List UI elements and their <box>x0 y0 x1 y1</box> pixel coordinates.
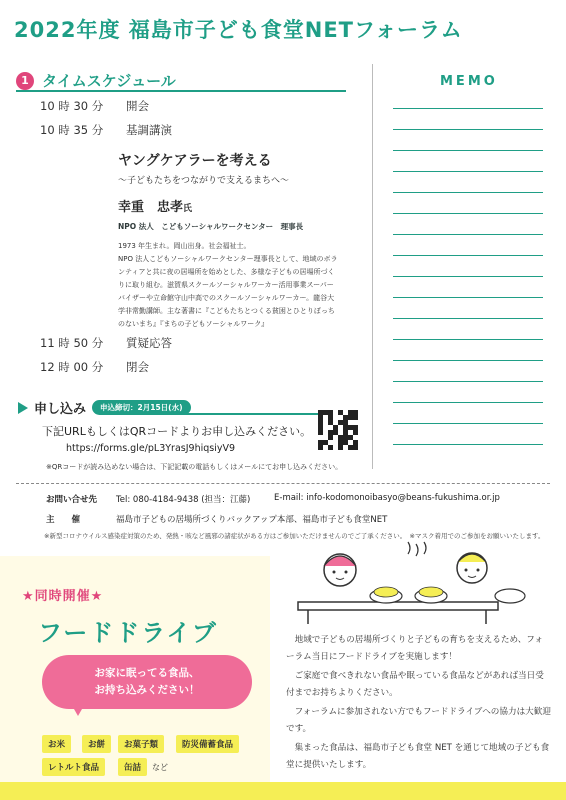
deadline-badge: 申込締切：2月15日(水) <box>92 400 191 415</box>
covid-note: ※新型コロナウイルス感染症対策のため、発熱・咳など風邪の諸症状がある方はご参加いただけませんのでご了承ください。 ※マスク着用でのご参加をお願いいたします。 <box>44 532 545 540</box>
memo-line <box>393 276 543 277</box>
schedule-label: 閉会 <box>126 360 149 374</box>
apply-instructions: 下記URLもしくはQRコードよりお申し込みください。 <box>42 425 312 438</box>
contact-email: E-mail: info-kodomonoibasyo@beans-fukushima.or.jp <box>274 493 500 503</box>
lecture-subtitle: ～子どもたちをつながりで支えるまちへ～ <box>118 176 290 186</box>
organizer-value: 福島市子どもの居場所づくりバックアップ本部、福島市子ども食堂NET <box>116 515 388 525</box>
speaker-name <box>118 196 358 215</box>
food-item-tag: レトルト食品 <box>42 758 105 776</box>
page-title: 2022年度 福島市子ども食堂NETフォーラム <box>14 18 463 42</box>
schedule-heading <box>16 70 176 91</box>
memo-line <box>393 255 543 256</box>
contact-tel: Tel: 080-4184-9438 (担当：江藤) <box>116 495 251 505</box>
memo-line <box>393 129 543 130</box>
speech-bubble-tail <box>70 702 86 716</box>
apply-url-link[interactable]: https://forms.gle/pL3YrasJ9hiqsiyV9 <box>66 443 236 454</box>
food-item-etc: など <box>152 763 168 772</box>
bubble-line: お家に眠ってる食品、 <box>94 667 200 679</box>
speaker-honorific: 氏 <box>183 204 193 214</box>
lecture-title: ヤングケアラーを考える <box>118 153 272 169</box>
food-item-tag: 防災備蓄食品 <box>176 735 239 753</box>
memo-line <box>393 192 543 193</box>
food-item-tag: お米 <box>42 735 71 753</box>
memo-line <box>393 108 543 109</box>
bio-line: バイザーや立命館守山中高でのスクールソーシャルワーカー。龍谷大 <box>118 294 335 302</box>
schedule-label: 開会 <box>126 99 149 113</box>
description-paragraph: ご家庭で食べきれない食品や眠っている食品などがあれば当日受付までお持ちよりください。 <box>286 671 544 698</box>
column-divider <box>372 64 373 469</box>
schedule-row <box>40 98 149 114</box>
memo-line <box>393 318 543 319</box>
memo-line <box>393 234 543 235</box>
keynote-lecture <box>118 150 358 331</box>
contact-label: お問い合せ先 <box>46 495 98 505</box>
schedule-underline <box>16 90 346 92</box>
triangle-icon <box>18 402 28 414</box>
bio-line: 1973 年生まれ。岡山出身。社会福祉士。 <box>118 242 251 250</box>
description-paragraph: 地域で子どもの居場所づくりと子どもの育ちを支えるため、フォーラム当日にフードドライブを実施します！ <box>286 635 544 662</box>
description-paragraph: 集まった食品は、福島市子ども食堂 NET を通じて地域の子ども食堂に提供いたします。 <box>286 743 550 770</box>
memo-line <box>393 360 543 361</box>
schedule-label: 基調講演 <box>126 123 172 137</box>
qr-code-icon[interactable] <box>318 410 358 450</box>
children-eating-illustration <box>296 536 546 624</box>
food-drive-title: フードドライブ <box>38 619 218 647</box>
schedule-time: 10 時 30 分 <box>40 99 104 113</box>
memo-line <box>393 339 543 340</box>
memo-line <box>393 297 543 298</box>
schedule-label: 質疑応答 <box>126 336 172 350</box>
food-item-tag: 缶詰 <box>118 758 147 776</box>
memo-line <box>393 381 543 382</box>
memo-title: MEMO <box>440 74 498 89</box>
bio-line: ンティアと共に夜の居場所を始めとした、多様な子どもの居場所づく <box>118 268 335 276</box>
memo-line <box>393 423 543 424</box>
apply-note: ※QRコードが読み込めない場合は、下記記載の電話もしくはメールにてお申し込みください。 <box>46 463 343 471</box>
schedule-title: タイムスケジュール <box>42 72 176 90</box>
apply-underline <box>110 413 340 415</box>
memo-line <box>393 150 543 151</box>
speaker-bio <box>118 240 358 331</box>
bio-line: りに取り組む。滋賀県スクールソーシャルワーカー活用事業スーパー <box>118 281 334 289</box>
food-drive-description <box>286 632 551 776</box>
memo-line <box>393 402 543 403</box>
bio-line: のないまち』『まちの子どもソーシャルワーク』 <box>118 320 269 328</box>
schedule-row <box>40 335 172 351</box>
bubble-line: お持ち込みください！ <box>94 684 200 696</box>
speaker-affiliation: NPO 法人 こどもソーシャルワークセンター 理事長 <box>118 222 304 231</box>
schedule-row <box>40 359 149 375</box>
food-item-tag: お菓子類 <box>118 735 164 753</box>
memo-line <box>393 213 543 214</box>
contact-row <box>46 493 500 505</box>
schedule-time: 12 時 00 分 <box>40 360 104 374</box>
concurrent-event-heading: ★同時開催★ <box>22 589 104 604</box>
memo-line <box>393 171 543 172</box>
bio-line: NPO 法人こどもソーシャルワークセンター理事長として、地域のボラ <box>118 255 338 263</box>
apply-title: 申し込み <box>34 402 87 417</box>
memo-line <box>393 444 543 445</box>
contact-divider <box>16 483 550 484</box>
section-number-badge: 1 <box>16 72 34 90</box>
schedule-row <box>40 122 172 138</box>
bio-line: 学非常勤講師。主な著書に『こどもたちとつくる貧困とひとりぼっち <box>118 307 335 315</box>
organizer-label: 主 催 <box>46 515 81 525</box>
speaker-name-text: 幸重 忠孝 <box>118 200 184 215</box>
food-item-tag: お餅 <box>82 735 111 753</box>
organizer-row <box>46 513 387 525</box>
qr-module <box>353 445 358 450</box>
speech-bubble <box>42 655 252 709</box>
schedule-time: 10 時 35 分 <box>40 123 104 137</box>
description-paragraph: フォーラムに参加されない方でもフードドライブへの協力は大歓迎です。 <box>286 707 551 734</box>
schedule-time: 11 時 50 分 <box>40 336 104 350</box>
bottom-accent-band <box>0 782 566 800</box>
